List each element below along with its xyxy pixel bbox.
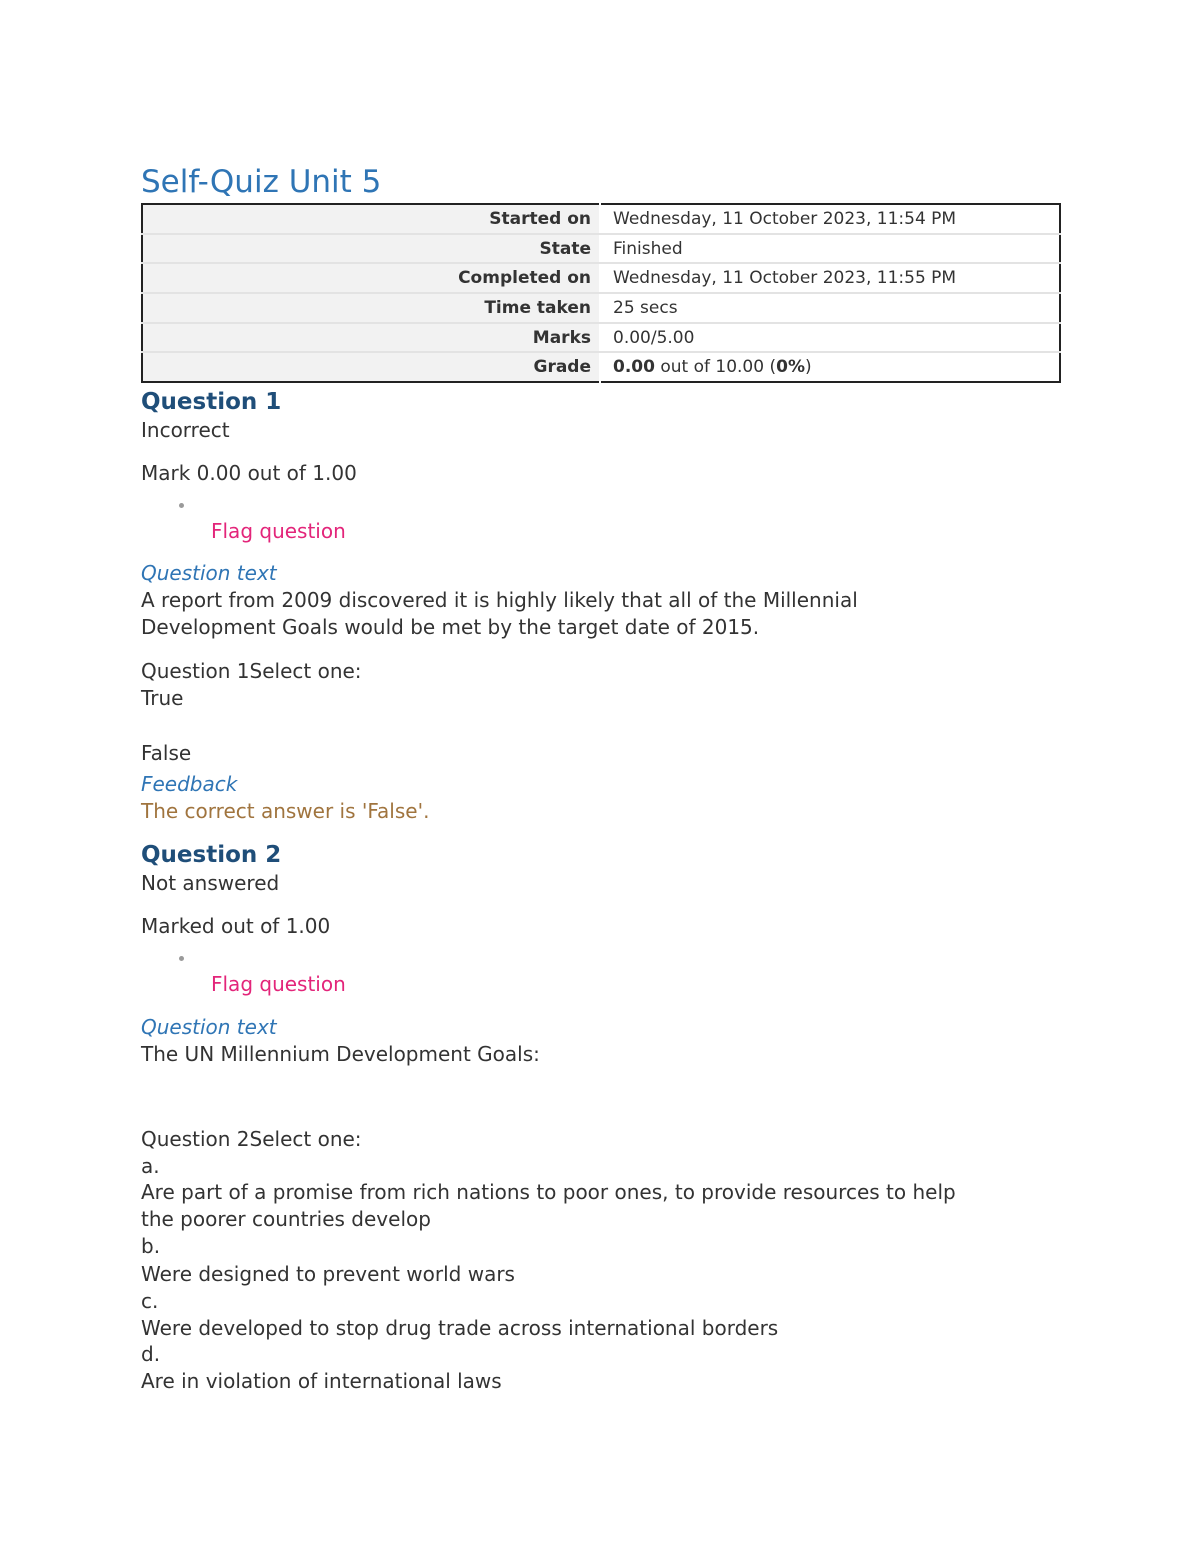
flag-question-link[interactable]: Flag question (211, 972, 346, 996)
summary-label: Grade (142, 352, 600, 382)
feedback-label: Feedback (141, 772, 238, 796)
question-text: The UN Millennium Development Goals: (141, 1042, 540, 1066)
grade-percent: 0% (776, 357, 805, 378)
answer-option-a[interactable]: Are part of a promise from rich nations to poor ones, to provide resources to help (141, 1180, 956, 1204)
answer-option-letter: c. (141, 1289, 159, 1313)
grade-close: ) (804, 357, 812, 378)
grade-score: 0.00 (613, 357, 655, 378)
summary-value: 25 secs (600, 293, 1060, 323)
summary-row-grade (142, 352, 1060, 382)
attempt-summary-table (141, 203, 1061, 383)
answer-option-b[interactable]: Were designed to prevent world wars (141, 1262, 515, 1286)
summary-row-started (142, 204, 1060, 234)
answer-option-letter: b. (141, 1234, 161, 1258)
summary-row-completed (142, 263, 1060, 293)
question-title: Question 2 (141, 842, 282, 868)
answer-option-letter: d. (141, 1342, 161, 1366)
summary-label: State (142, 234, 600, 264)
answer-option-c[interactable]: Were developed to stop drug trade across international borders (141, 1316, 779, 1340)
answer-option-false[interactable]: False (141, 741, 192, 765)
summary-value: Wednesday, 11 October 2023, 11:54 PM (600, 204, 1060, 234)
summary-row-state (142, 234, 1060, 264)
question-text: A report from 2009 discovered it is highly likely that all of the Millennial (141, 588, 858, 612)
answer-option-true[interactable]: True (141, 686, 184, 710)
question-status: Incorrect (141, 418, 230, 442)
question-text-label: Question text (141, 1015, 277, 1039)
answer-option-letter: a. (141, 1154, 160, 1178)
question-mark: Marked out of 1.00 (141, 914, 331, 938)
question-title: Question 1 (141, 389, 282, 415)
summary-value: Wednesday, 11 October 2023, 11:55 PM (600, 263, 1060, 293)
question-status: Not answered (141, 871, 280, 895)
select-one-label: Question 2Select one: (141, 1127, 362, 1151)
summary-value: Finished (600, 234, 1060, 264)
summary-value: 0.00/5.00 (600, 323, 1060, 353)
bullet-icon (179, 503, 184, 508)
question-text-label: Question text (141, 561, 277, 585)
summary-row-marks (142, 323, 1060, 353)
summary-label: Time taken (142, 293, 600, 323)
feedback-text: The correct answer is 'False'. (141, 799, 430, 823)
answer-option-a-cont[interactable]: the poorer countries develop (141, 1207, 431, 1231)
grade-out-of: out of 10.00 ( (654, 357, 777, 378)
summary-label: Started on (142, 204, 600, 234)
select-one-label: Question 1Select one: (141, 659, 362, 683)
summary-row-time-taken (142, 293, 1060, 323)
answer-option-d[interactable]: Are in violation of international laws (141, 1369, 502, 1393)
bullet-icon (179, 956, 184, 961)
grade-value (600, 352, 1060, 382)
flag-question-link[interactable]: Flag question (211, 519, 346, 543)
page-title: Self-Quiz Unit 5 (141, 164, 382, 200)
question-text: Development Goals would be met by the target date of 2015. (141, 615, 760, 639)
summary-label: Completed on (142, 263, 600, 293)
question-mark: Mark 0.00 out of 1.00 (141, 461, 357, 485)
summary-label: Marks (142, 323, 600, 353)
